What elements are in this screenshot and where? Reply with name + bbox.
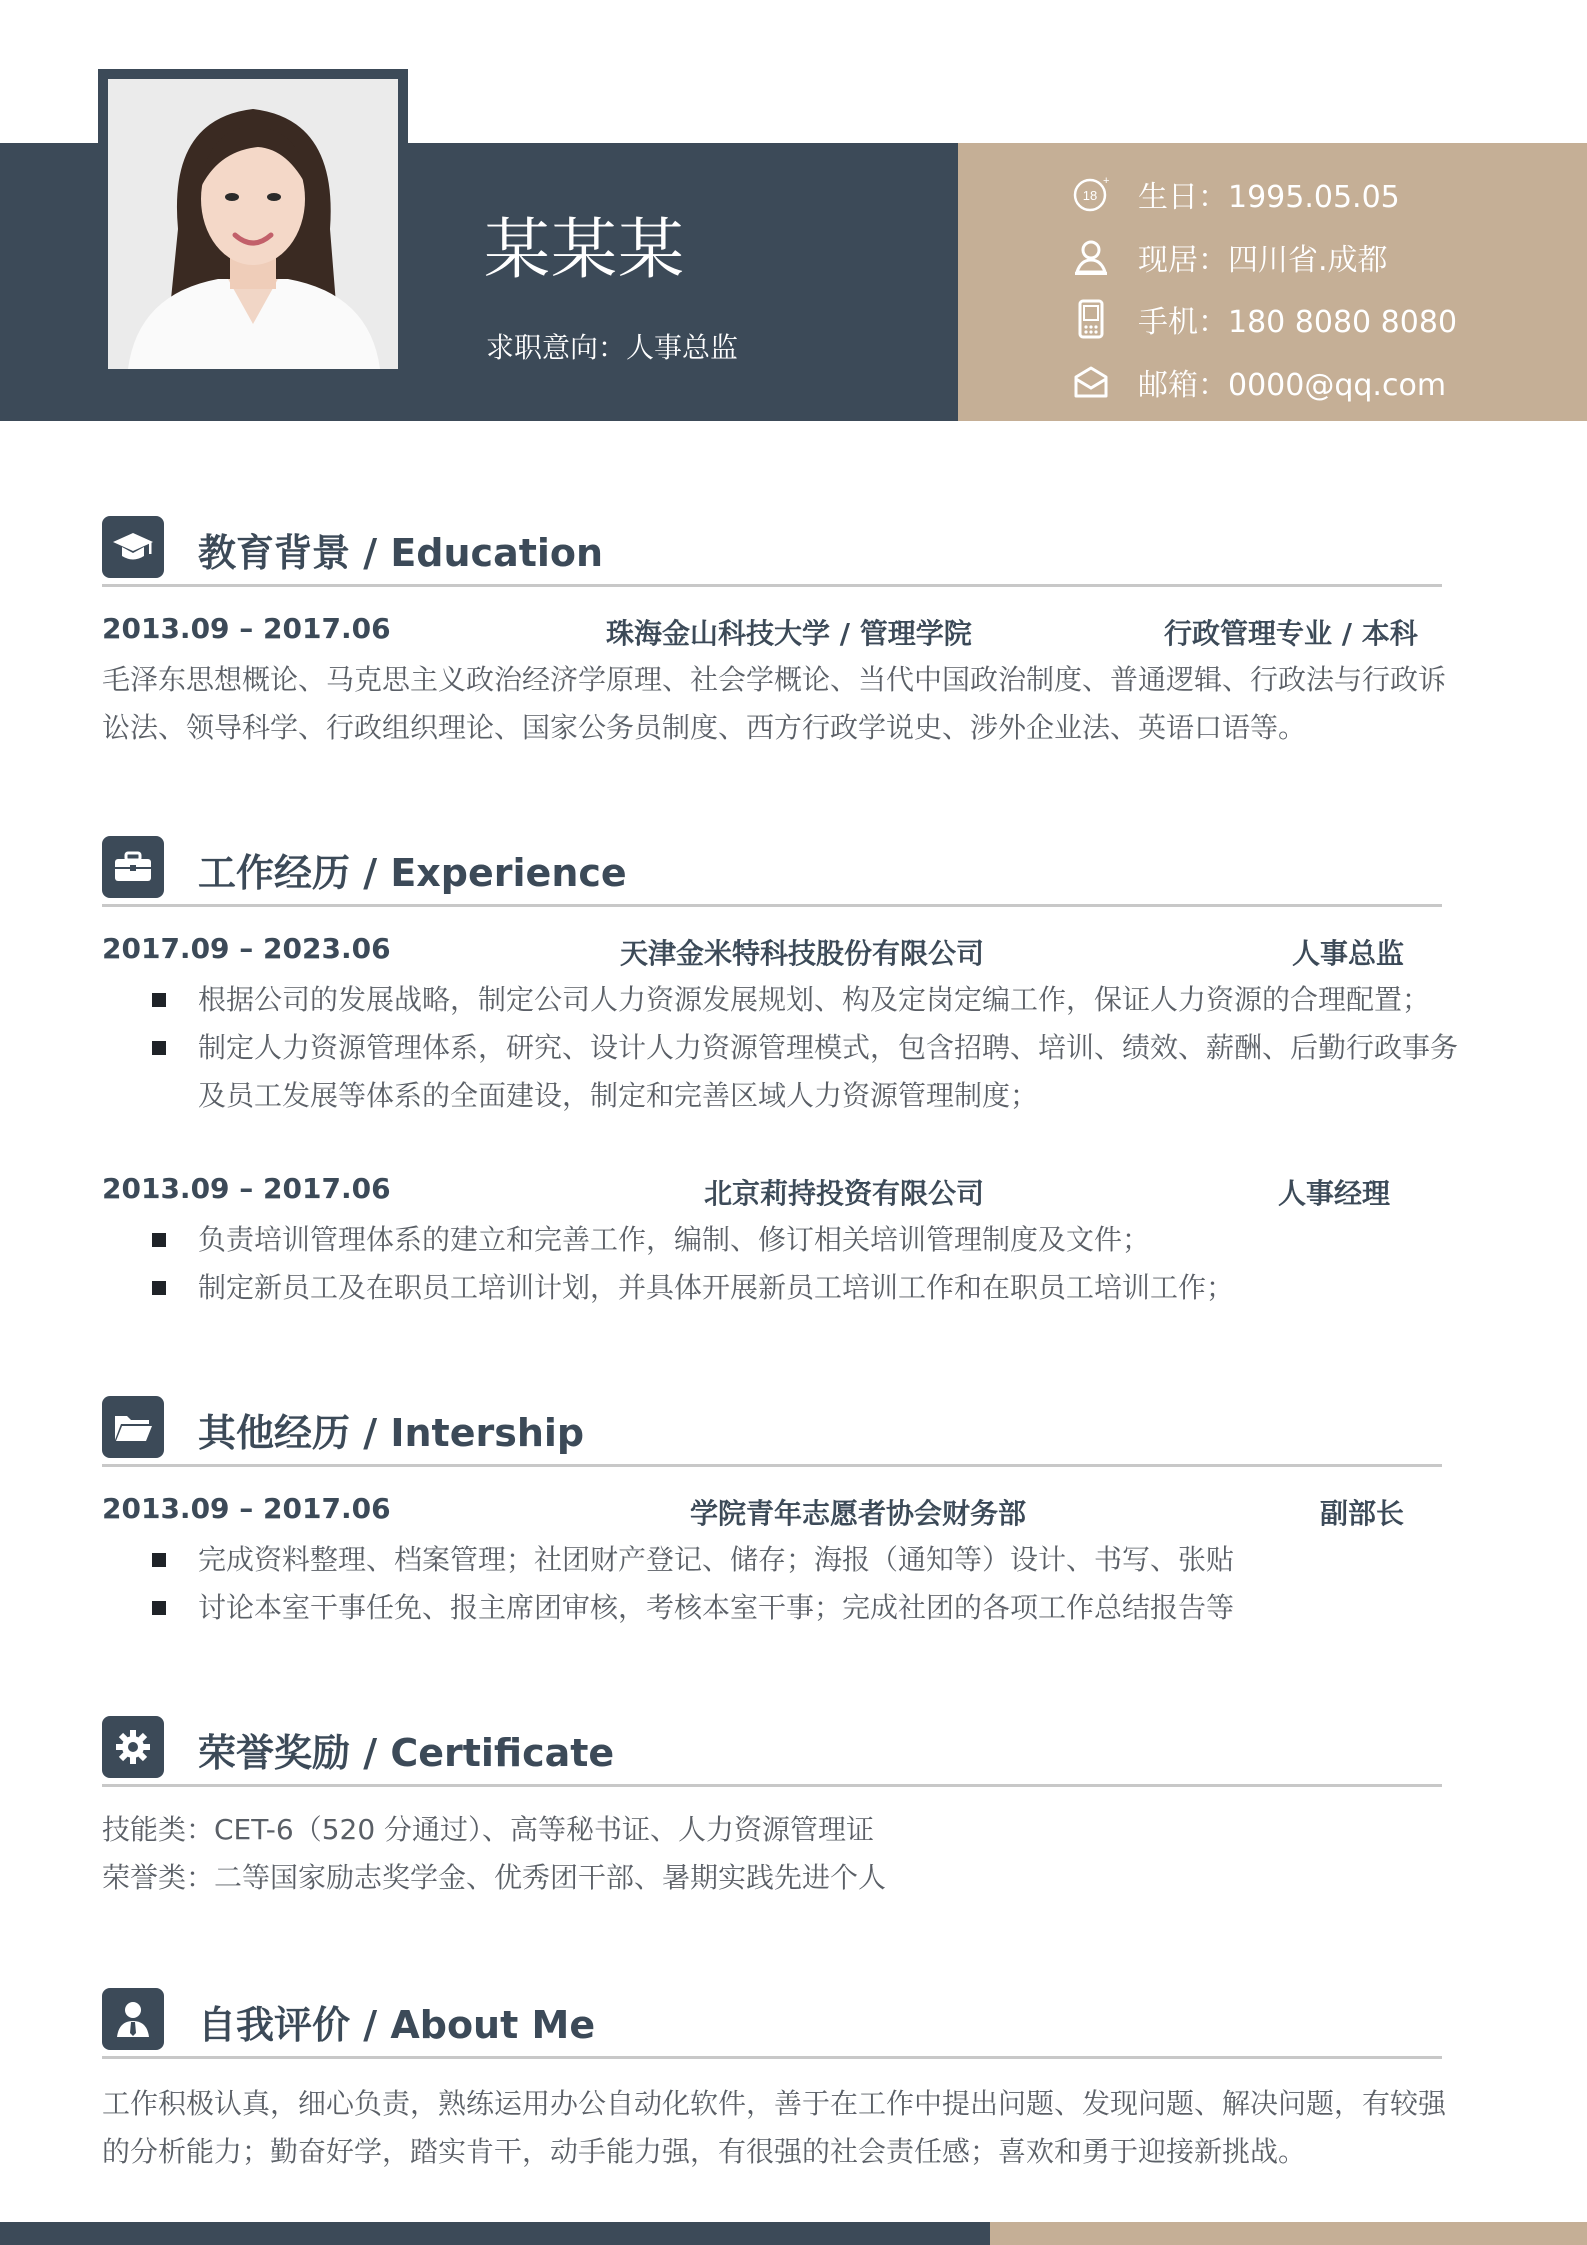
mail-icon	[1070, 361, 1112, 403]
edu-courses-line-2: 讼法、领导科学、行政组织理论、国家公务员制度、西方行政学说史、涉外企业法、英语口语等。	[102, 711, 1307, 744]
candidate-name: 某某某	[484, 211, 685, 288]
svg-text:18: 18	[1082, 188, 1098, 203]
contact-email	[1070, 357, 1446, 407]
bullet-marker	[152, 993, 166, 1007]
section-divider	[102, 1784, 1442, 1787]
age-18-icon	[1070, 173, 1112, 215]
edu-courses-line-1: 毛泽东思想概论、马克思主义政治经济学原理、社会学概论、当代中国政治制度、普通逻辑、行政法与行政诉	[102, 663, 1447, 696]
job-role: 人事总监	[1292, 937, 1405, 970]
bullet-marker	[152, 1233, 166, 1247]
job-role: 人事经理	[1278, 1177, 1391, 1210]
gear-icon	[102, 1716, 164, 1778]
section-title-intership: 其他经历 / Intership	[198, 1411, 585, 1455]
bullet-marker	[152, 1601, 166, 1615]
section-divider	[102, 584, 1442, 587]
section-title-about: 自我评价 / About Me	[198, 2003, 596, 2047]
contact-phone	[1070, 294, 1457, 344]
bullet-marker	[152, 1553, 166, 1567]
job-intent: 求职意向：人事总监	[486, 331, 739, 364]
contact-birthday	[1070, 169, 1400, 219]
edu-date: 2013.09 – 2017.06	[102, 612, 391, 645]
graduation-cap-icon	[102, 516, 164, 578]
intership-org: 学院青年志愿者协会财务部	[690, 1497, 1027, 1530]
footer-tan-band	[990, 2222, 1587, 2245]
certificate-skills: 技能类：CET-6（520 分通过）、高等秘书证、人力资源管理证	[102, 1813, 875, 1846]
section-title-experience: 工作经历 / Experience	[198, 851, 627, 895]
bullet-marker	[152, 1041, 166, 1055]
contact-text: 邮箱：0000@qq.com	[1138, 368, 1447, 403]
certificate-honors: 荣誉类：二等国家励志奖学金、优秀团干部、暑期实践先进个人	[102, 1861, 887, 1894]
about-line-1: 工作积极认真，细心负责，熟练运用办公自动化软件，善于在工作中提出问题、发现问题、解决问题，有较强	[102, 2087, 1447, 2120]
contact-text: 生日：1995.05.05	[1138, 180, 1400, 215]
footer-dark-band	[0, 2222, 990, 2245]
job-date: 2017.09 – 2023.06	[102, 932, 391, 965]
person-location-icon	[1070, 236, 1112, 278]
about-line-2: 的分析能力；勤奋好学，踏实肯干，动手能力强，有很强的社会责任感；喜欢和勇于迎接新挑战。	[102, 2135, 1307, 2168]
edu-school: 珠海金山科技大学 / 管理学院	[606, 617, 972, 650]
intership-role: 副部长	[1320, 1497, 1405, 1530]
contact-location	[1070, 232, 1388, 282]
section-divider	[102, 2056, 1442, 2059]
contact-text: 手机：180 8080 8080	[1138, 305, 1458, 340]
section-title-education: 教育背景 / Education	[198, 531, 604, 575]
job-company: 北京莉持投资有限公司	[704, 1177, 985, 1210]
intership-date: 2013.09 – 2017.06	[102, 1492, 391, 1525]
job-date: 2013.09 – 2017.06	[102, 1172, 391, 1205]
edu-major: 行政管理专业 / 本科	[1164, 617, 1418, 650]
svg-text:+: +	[1103, 175, 1110, 187]
folder-icon	[102, 1396, 164, 1458]
bullet-marker	[152, 1281, 166, 1295]
intership-bullet: 讨论本室干事任免、报主席团审核，考核本室干事；完成社团的各项工作总结报告等	[198, 1591, 1235, 1624]
section-title-certificate: 荣誉奖励 / Certificate	[198, 1731, 615, 1775]
job-bullet: 制定新员工及在职员工培训计划，并具体开展新员工培训工作和在职员工培训工作；	[198, 1271, 1235, 1304]
job-bullet: 负责培训管理体系的建立和完善工作，编制、修订相关培训管理制度及文件；	[198, 1223, 1151, 1256]
job-bullet-continuation: 及员工发展等体系的全面建设，制定和完善区域人力资源管理制度；	[198, 1079, 1039, 1112]
contact-text: 现居：四川省.成都	[1138, 243, 1388, 278]
profile-photo	[108, 79, 398, 369]
user-tie-icon	[102, 1988, 164, 2050]
job-bullet: 制定人力资源管理体系，研究、设计人力资源管理模式，包含招聘、培训、绩效、薪酬、后勤行政事务	[198, 1031, 1459, 1064]
job-company: 天津金米特科技股份有限公司	[620, 937, 985, 970]
briefcase-icon	[102, 836, 164, 898]
phone-icon	[1070, 298, 1112, 340]
job-bullet: 根据公司的发展战略，制定公司人力资源发展规划、构及定岗定编工作，保证人力资源的合理配置；	[198, 983, 1431, 1016]
intership-bullet: 完成资料整理、档案管理；社团财产登记、储存；海报（通知等）设计、书写、张贴	[198, 1543, 1235, 1576]
section-divider	[102, 1464, 1442, 1467]
section-divider	[102, 904, 1442, 907]
